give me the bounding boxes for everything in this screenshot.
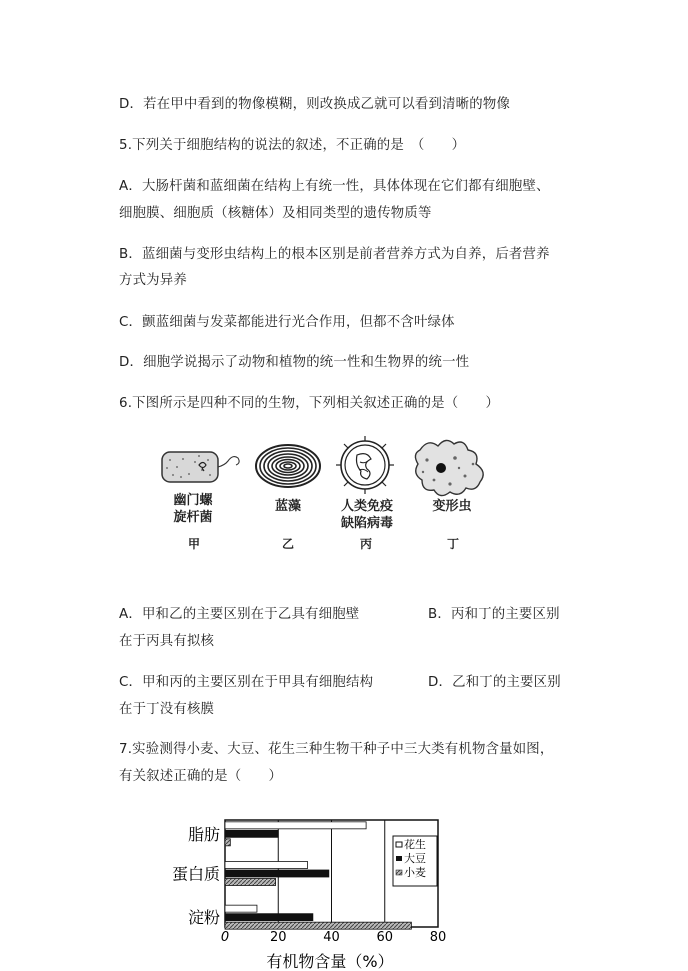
x-tick-label: 20 (269, 930, 287, 945)
helicobacter-icon (162, 452, 239, 482)
legend-swatch-soybean (396, 856, 402, 861)
bar-大豆-蛋白质 (225, 870, 329, 877)
q6-stem: 6.下图所示是四种不同的生物，下列相关叙述正确的是（ ） (119, 396, 500, 411)
x-tick-label: 80 (429, 930, 447, 945)
cyanobacteria-icon (256, 445, 320, 487)
bar-小麦-淀粉 (225, 922, 411, 929)
chart-legend (393, 836, 437, 886)
q6-option-c: C．甲和丙的主要区别在于甲具有细胞结构 (119, 675, 374, 690)
bar-花生-淀粉 (225, 905, 257, 912)
q5-option-d: D．细胞学说揭示了动物和植物的统一性和生物界的统一性 (119, 355, 470, 370)
q6-option-d-line2: 在于丁没有核膜 (119, 702, 215, 717)
bar-大豆-淀粉 (225, 914, 313, 921)
legend-label-peanut: 花生 (404, 838, 426, 851)
q5-option-a-line2: 细胞膜、细胞质（核糖体）及相同类型的遗传物质等 (119, 206, 432, 221)
q5-option-b-line1: B．蓝细菌与变形虫结构上的根本区别是前者营养方式为自养，后者营养 (119, 247, 550, 262)
q6-option-a: A．甲和乙的主要区别在于乙具有细胞壁 (119, 607, 360, 622)
category-label: 脂肪 (187, 824, 220, 844)
bar-花生-蛋白质 (225, 862, 308, 869)
q5-stem: 5.下列关于细胞结构的说法的叙述，不正确的是 （ ） (119, 138, 466, 153)
q5-option-c: C．颤蓝细菌与发菜都能进行光合作用，但都不含叶绿体 (119, 315, 455, 330)
x-tick-label: 40 (323, 930, 340, 945)
legend-swatch-wheat (396, 870, 402, 875)
bar-大豆-脂肪 (225, 830, 278, 837)
organism-name-yi: 蓝藻 (274, 499, 301, 514)
q7-stem-line2: 有关叙述正确的是（ ） (119, 769, 283, 784)
organic-content-chart (150, 812, 460, 971)
organism-label-jia: 甲 (187, 537, 200, 551)
organism-label-bing: 丙 (359, 537, 372, 551)
q6-option-b-line2: 在于丙具有拟核 (119, 634, 215, 649)
hiv-virus-icon (336, 436, 394, 494)
q5-option-b-line2: 方式为异养 (119, 273, 187, 288)
organism-label-ding: 丁 (446, 537, 459, 551)
q5-option-a-line1: A．大肠杆菌和蓝细菌在结构上有统一性，具体体现在它们都有细胞壁、 (119, 179, 550, 194)
amoeba-icon (415, 440, 483, 495)
q4-option-d: D．若在甲中看到的物像模糊，则改换成乙就可以看到清晰的物像 (119, 97, 511, 112)
organism-name-bing: 人类免疫 缺陷病毒 (340, 499, 393, 531)
bar-花生-脂肪 (225, 822, 366, 829)
x-tick-label: 60 (376, 930, 394, 945)
organisms-figure (155, 432, 515, 562)
bar-小麦-脂肪 (225, 839, 230, 846)
x-axis-label: 有机物含量（%） (266, 952, 394, 971)
legend-label-soybean: 大豆 (404, 852, 426, 865)
bar-小麦-蛋白质 (225, 879, 276, 886)
category-label: 蛋白质 (171, 864, 220, 884)
q7-stem-line1: 7.实验测得小麦、大豆、花生三种生物干种子中三大类有机物含量如图， (119, 742, 554, 757)
category-label: 淀粉 (187, 908, 220, 928)
organism-label-yi: 乙 (281, 537, 294, 551)
q6-option-d-line1: D．乙和丁的主要区别 (428, 675, 561, 690)
organism-name-ding: 变形虫 (432, 499, 472, 514)
organism-name-jia: 幽门螺 旋杆菌 (173, 493, 213, 525)
legend-label-wheat: 小麦 (404, 866, 426, 879)
q6-option-b-line1: B．丙和丁的主要区别 (428, 607, 560, 622)
x-tick-label: 0 (220, 930, 230, 945)
legend-swatch-peanut (396, 842, 402, 847)
